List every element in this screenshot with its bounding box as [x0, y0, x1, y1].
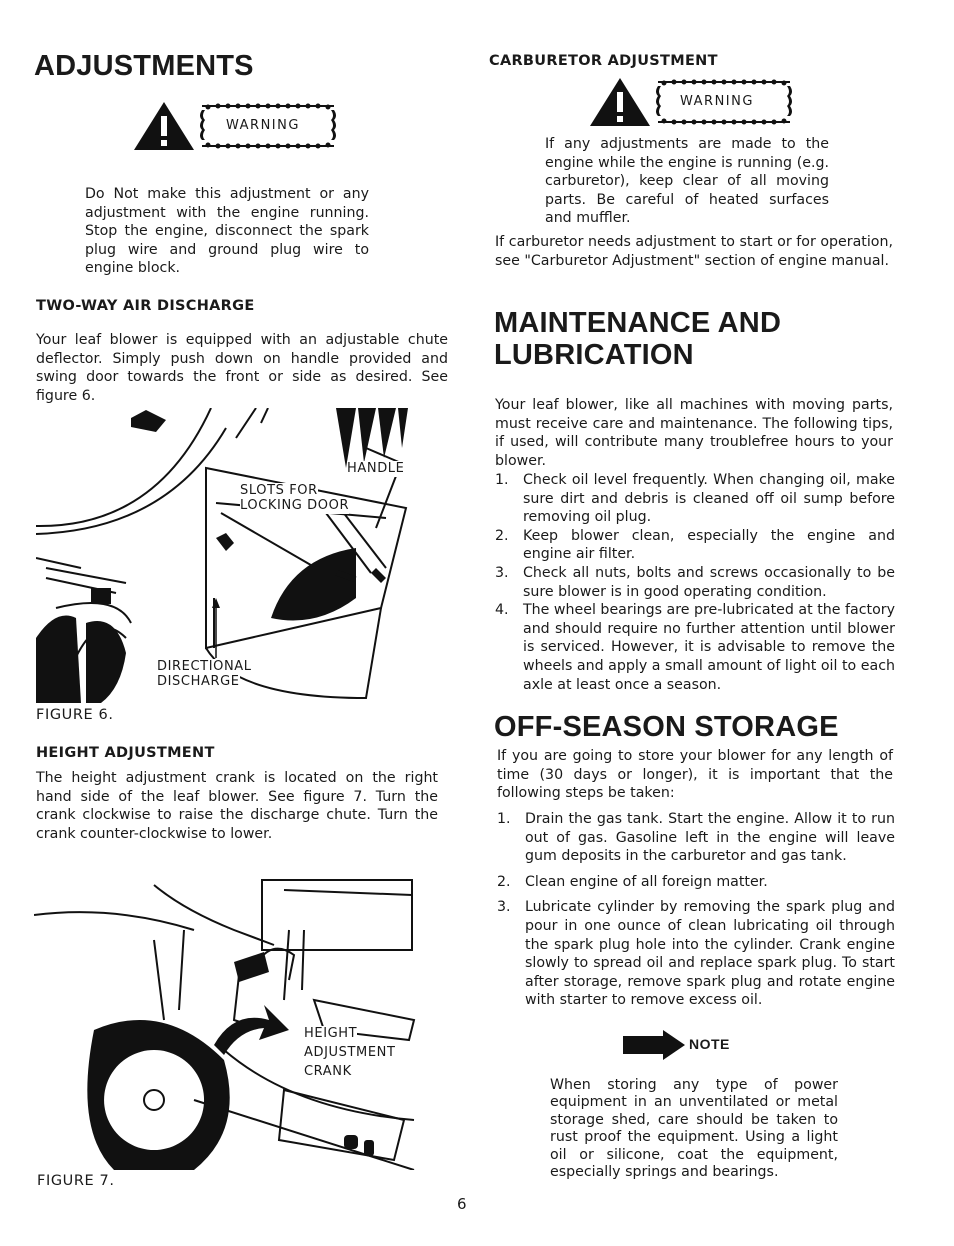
carburetor-text: If carburetor needs adjustment to start or for operation, see "Carburetor Adjustment" section of engine manual. [495, 234, 893, 269]
list-item: 4. The wheel bearings are pre-lubricated at the factory and should require no further attention until blower is serviced. However, it is advisable to remove the wheels and apply a small amount of light oil to each axle at least once a season. [495, 602, 895, 693]
height-heading: HEIGHT ADJUSTMENT [36, 745, 215, 761]
list-item: 3. Lubricate cylinder by removing the spark plug and pour in one ounce of clean lubricating oil through the spark plug hole into the cylinder. Crank engine slowly to spread oil and replace spark plug. To start after storage, remove spark plug and rotate engine with starter to remove excess oil. [497, 899, 895, 1009]
label-crank-line3: CRANK [304, 1064, 352, 1079]
list-item: 1. Check oil level frequently. When changing oil, make sure dirt and debris is cleaned off oil sump before removing oil plug. [495, 472, 895, 526]
list-item: 1. Drain the gas tank. Start the engine. Allow it to run out of gas. Gasoline left in the engine will leave gum deposits in the carburetor and gas tank. [497, 811, 895, 865]
label-directional-line1: DIRECTIONAL [157, 659, 252, 674]
carburetor-warning-label: WARNING [680, 94, 754, 109]
two-way-text: Your leaf blower is equipped with an adjustable chute deflector. Simply push down on handle provided and swing door towards the front or side as desired. See figure 6. [36, 332, 448, 404]
storage-title: OFF-SEASON STORAGE [494, 711, 839, 743]
list-item: 2. Clean engine of all foreign matter. [497, 873, 768, 890]
label-slots-line1: SLOTS FOR [240, 483, 318, 498]
list-item: 2. Keep blower clean, especially the engine and engine air filter. [495, 527, 895, 563]
label-crank-line1: HEIGHT [304, 1026, 358, 1041]
storage-intro: If you are going to store your blower for any length of time (30 days or longer), it is important that the following steps be taken: [497, 748, 893, 802]
label-slots-line2: LOCKING DOOR [240, 498, 350, 513]
warning-text: Do Not make this adjustment or any adjustment with the engine running. Stop the engine, disconnect the spark plug wire and ground plug wire to engine block. [85, 186, 369, 277]
height-crank-drawing [34, 870, 420, 1170]
label-handle: HANDLE [347, 461, 405, 476]
two-way-heading: TWO-WAY AIR DISCHARGE [36, 298, 255, 314]
arrow-right-icon [623, 1030, 687, 1060]
adjustments-title: ADJUSTMENTS [34, 50, 254, 82]
figure-6-illustration [36, 408, 436, 708]
note-label: NOTE [689, 1036, 730, 1052]
warning-label: WARNING [226, 118, 300, 133]
maintenance-title-line2: LUBRICATION [494, 339, 694, 371]
warning-badge [132, 100, 342, 152]
figure-6-caption: FIGURE 6. [36, 707, 114, 723]
carburetor-warning-badge [588, 76, 798, 128]
maintenance-intro: Your leaf blower, like all machines with moving parts, must receive care and maintenance. The following tips, if used, will contribute many troublefree hours to your blower. [495, 397, 893, 469]
figure-7-caption: FIGURE 7. [37, 1173, 115, 1189]
storage-list [497, 810, 895, 1010]
page-number: 6 [457, 1195, 467, 1213]
note-text: When storing any type of power equipment in an unventilated or metal storage shed, care should be taken to rust proof the equipment. Using a light oil or silicone, coat the equipment, especially springs and bearings. [550, 1077, 838, 1181]
list-item: 3. Check all nuts, bolts and screws occasionally to be sure blower is in good operating condition. [495, 564, 895, 600]
carburetor-heading: CARBURETOR ADJUSTMENT [489, 53, 718, 69]
maintenance-title-line1: MAINTENANCE AND [494, 307, 782, 339]
label-directional-line2: DISCHARGE [157, 674, 240, 689]
label-crank-line2: ADJUSTMENT [304, 1045, 396, 1060]
note-badge [623, 1030, 753, 1060]
maintenance-list [495, 471, 895, 694]
height-text: The height adjustment crank is located on the right hand side of the leaf blower. See figure 7. Turn the crank clockwise to raise the discharge chute. Turn the crank counter-clockwise to lower. [36, 770, 438, 842]
figure-7-illustration [34, 870, 420, 1170]
carburetor-warning-text: If any adjustments are made to the engine while the engine is running (e.g. carburetor), keep clear of all moving parts. Be careful of heated surfaces and muffler. [545, 136, 829, 227]
